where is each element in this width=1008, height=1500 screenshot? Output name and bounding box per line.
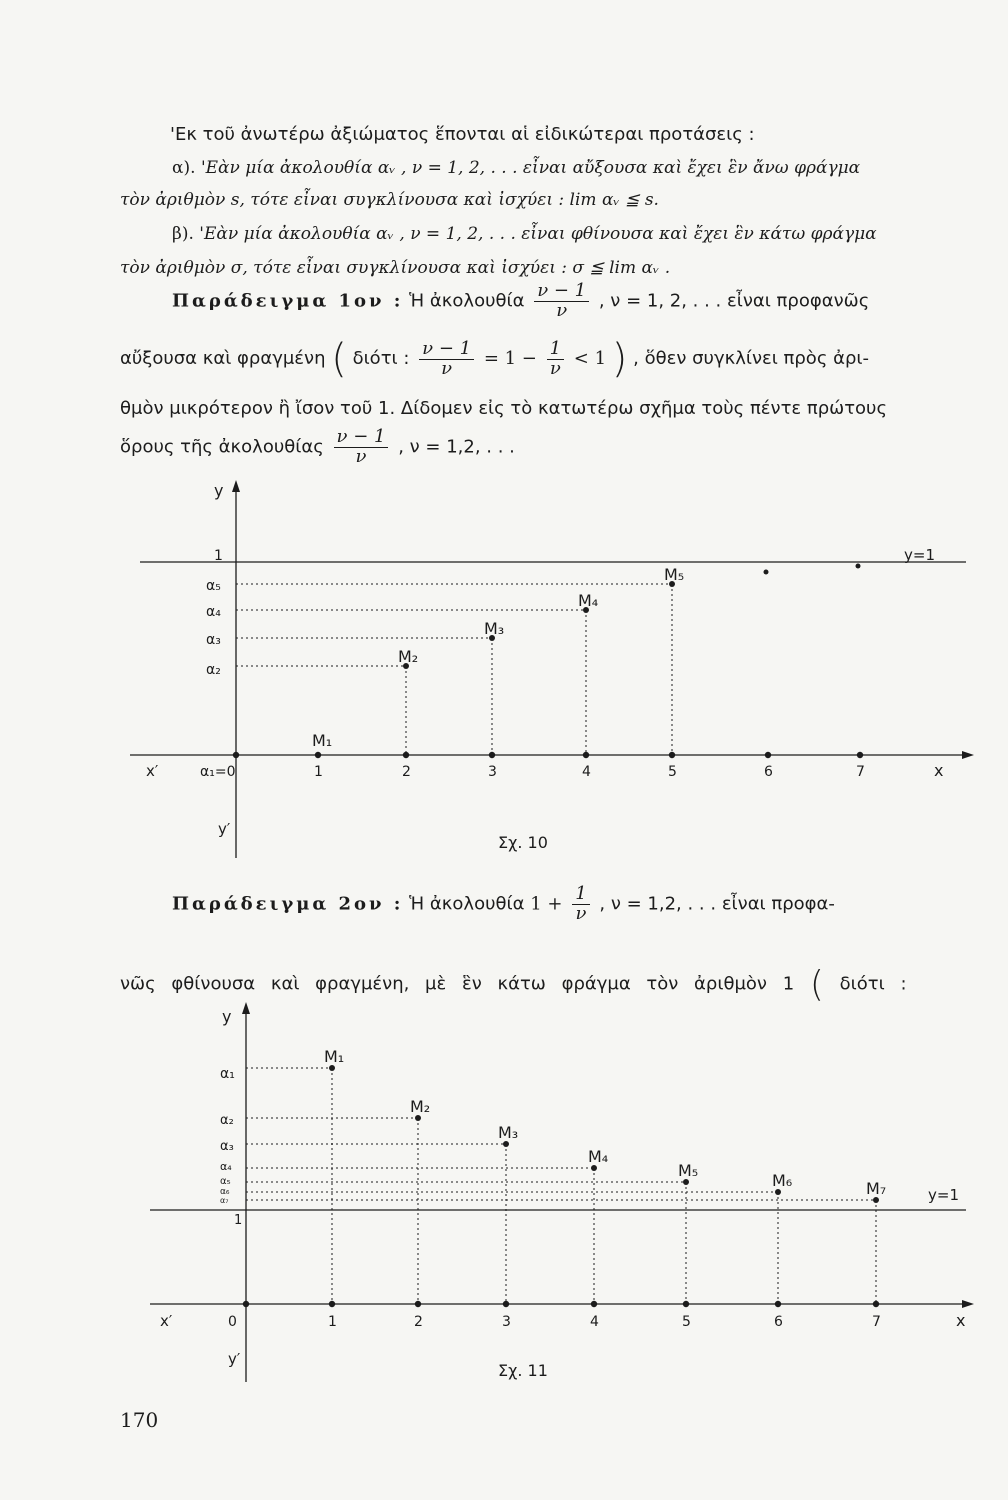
prop-a-marker: α). [172, 158, 196, 178]
fig11-ytick-a4: α₄ [220, 1160, 232, 1173]
ex1-text1: Ἡ ἀκολουθία [409, 290, 525, 312]
ex1-line1 [172, 282, 869, 321]
ex2-text1: Ἡ ἀκολουθία [409, 893, 525, 915]
ex1-fraction-3 [547, 337, 564, 379]
ex2-line2 [120, 964, 907, 1005]
fig10-y-neg-label: y′ [218, 820, 231, 838]
fig10-x-arrow-icon [962, 751, 974, 759]
ex2-fraction [572, 885, 589, 924]
fig10-tick-dot [669, 752, 675, 758]
fig10-y-label: y [214, 481, 224, 500]
ex1-frac-num: ν − 1 [534, 282, 589, 302]
open-paren-icon: ( [331, 336, 347, 382]
prop-b-marker: β). [172, 224, 194, 244]
ex2-text-a: 1 + [530, 893, 563, 915]
fig11-y-arrow-icon [242, 1002, 250, 1014]
fig11-y-neg-label: y′ [228, 1350, 241, 1368]
fig10-xtick-6: 6 [764, 764, 773, 780]
fig10-ytick-a5: α₅ [206, 578, 221, 594]
fig11-tick-dot [329, 1301, 335, 1307]
fig10-tick-dot [765, 752, 771, 758]
fig11-ytick-a7: α₇ [220, 1196, 229, 1205]
fig11-x-arrow-icon [962, 1300, 974, 1308]
fig10-point-label-m1: M₁ [312, 731, 333, 750]
fig10-point-label-m2: M₂ [398, 647, 419, 666]
fig10-point-m6 [764, 570, 769, 575]
fig11-origin-dot [243, 1301, 249, 1307]
ex2-line1 [172, 885, 835, 924]
ex2-heading: Παράδειγμα 2ον : [172, 893, 404, 915]
fig11-xtick-1: 1 [328, 1314, 337, 1330]
fig10-point-m7 [856, 564, 861, 569]
ex2-frac-num: 1 [572, 885, 589, 905]
fig11-ytick-a3: α₃ [220, 1139, 234, 1154]
ex1-frac4-den: ν [355, 445, 367, 467]
fig11-ytick-a5: α₅ [220, 1176, 231, 1187]
fig10-tick-dot [489, 752, 495, 758]
ex2-open-paren-icon: ( [809, 964, 824, 1005]
fig10-origin-dot [233, 752, 239, 758]
ex1-line2-e: , ὅθεν συγκλίνει πρὸς ἀρι- [633, 348, 869, 369]
ex1-line2-b: διότι : [352, 348, 410, 369]
fig10-point-label-m3: M₃ [484, 619, 505, 638]
page-number: 170 [120, 1408, 159, 1432]
fig10-xtick-7: 7 [856, 764, 865, 780]
prop-b-text: 'Εὰν μία ἀκολουθία αᵥ , ν = 1, 2, . . . εἶναι φθίνουσα καὶ ἔχει ἓν κάτω φράγμα [199, 224, 877, 244]
ex1-fraction-4 [334, 428, 389, 467]
prop-a-line1 [172, 158, 860, 178]
ex2-text2: , ν = 1,2, . . . εἶναι προφα- [599, 893, 835, 915]
fig10-point-label-m4: M₄ [578, 591, 599, 610]
fig10-xtick-4: 4 [582, 764, 591, 780]
fig11-xtick-7: 7 [872, 1314, 881, 1330]
fig10-origin-label: α₁=0 [200, 764, 236, 780]
ex2-frac-den: ν [575, 902, 587, 924]
fig11-ytick-1: 1 [234, 1213, 243, 1228]
fig11-origin-label: 0 [228, 1314, 237, 1330]
figure-11 [0, 1000, 1008, 1390]
ex2-line2-a: νῶς φθίνουσα καὶ φραγμένη, μὲ ἓν κάτω φράγμα τὸν ἀριθμὸν 1 [120, 973, 795, 995]
fig11-x-neg-label: x′ [160, 1312, 173, 1330]
ex1-line2-c: = 1 − [483, 348, 537, 369]
fig11-point-label-m7: M₇ [866, 1179, 887, 1198]
ex2-line2-b: διότι : [839, 973, 907, 995]
fig11-tick-dot [415, 1301, 421, 1307]
prop-b-line2: τὸν ἀριθμὸν σ, τότε εἶναι συγκλίνουσα καὶ ἰσχύει : σ ≦ lim αᵥ . [120, 258, 671, 278]
ex1-line3: θμὸν μικρότερον ἢ ἴσον τοῦ 1. Δίδομεν εἰς τὸ κατωτέρω σχῆμα τοὺς πέντε πρώτους [120, 398, 888, 419]
fig10-xtick-3: 3 [488, 764, 497, 780]
fig10-tick-dot [583, 752, 589, 758]
fig10-xtick-1: 1 [314, 764, 323, 780]
ex1-heading: Παράδειγμα 1ον : [172, 290, 404, 312]
fig11-point-label-m4: M₄ [588, 1147, 609, 1166]
fig10-xtick-2: 2 [402, 764, 411, 780]
fig10-tick-dot [403, 752, 409, 758]
fig10-tick-dot [857, 752, 863, 758]
fig11-point-label-m1: M₁ [324, 1047, 345, 1066]
fig11-point-label-m3: M₃ [498, 1123, 519, 1142]
fig10-caption: Σχ. 10 [498, 833, 548, 852]
ex1-frac2-den: ν [441, 357, 453, 379]
prop-a-line2: τὸν ἀριθμὸν s, τότε εἶναι συγκλίνουσα καὶ ἰσχύει : lim αᵥ ≦ s. [120, 190, 659, 210]
ex1-line2 [120, 336, 869, 382]
ex1-line4 [120, 428, 515, 467]
ex1-line4-b: , ν = 1,2, . . . [398, 436, 515, 458]
fig11-asymptote-label: y=1 [928, 1186, 959, 1204]
figure-10 [0, 478, 1008, 868]
fig10-ytick-a3: α₃ [206, 632, 221, 648]
fig10-asymptote-label: y=1 [904, 546, 935, 564]
fig11-tick-dot [591, 1301, 597, 1307]
ex1-frac4-num: ν − 1 [334, 428, 389, 448]
ex1-line2-d: < 1 [573, 348, 607, 369]
fig11-xtick-2: 2 [414, 1314, 423, 1330]
fig10-point-label-m5: M₅ [664, 565, 685, 584]
fig10-ytick-a4: α₄ [206, 604, 221, 620]
fig11-tick-dot [775, 1301, 781, 1307]
fig11-ytick-a2: α₂ [220, 1113, 234, 1128]
fig11-xtick-6: 6 [774, 1314, 783, 1330]
ex1-line4-a: ὅρους τῆς ἀκολουθίας [120, 436, 324, 458]
fig11-ytick-a1: α₁ [220, 1066, 235, 1082]
prop-b-line1 [172, 224, 877, 244]
fig11-tick-dot [683, 1301, 689, 1307]
fig11-ytick-a6: α₆ [220, 1187, 230, 1197]
close-paren-icon: ) [611, 336, 628, 382]
fig11-y-label: y [222, 1007, 232, 1026]
ex1-frac-den: ν [556, 299, 568, 321]
ex1-fraction-2 [419, 337, 474, 379]
ex1-frac3-num: 1 [547, 340, 564, 360]
ex1-fraction [534, 282, 589, 321]
fig10-x-label: x [934, 761, 944, 780]
fig10-xtick-5: 5 [668, 764, 677, 780]
ex1-frac3-den: ν [549, 357, 561, 379]
fig11-xtick-3: 3 [502, 1314, 511, 1330]
fig11-point-label-m5: M₅ [678, 1161, 699, 1180]
fig11-xtick-4: 4 [590, 1314, 599, 1330]
ex1-line2-a: αὔξουσα καὶ φραγμένη [120, 348, 326, 369]
fig10-ytick-a2: α₂ [206, 662, 221, 678]
fig11-tick-dot [873, 1301, 879, 1307]
fig10-x-neg-label: x′ [146, 762, 159, 780]
fig11-caption: Σχ. 11 [498, 1361, 548, 1380]
fig11-tick-dot [503, 1301, 509, 1307]
fig10-ytick-1: 1 [214, 548, 223, 564]
prop-a-text: 'Εὰν μία ἀκολουθία αᵥ , ν = 1, 2, . . . εἶναι αὔξουσα καὶ ἔχει ἓν ἄνω φράγμα [200, 158, 861, 178]
fig11-point-label-m2: M₂ [410, 1097, 431, 1116]
fig11-xtick-5: 5 [682, 1314, 691, 1330]
fig11-point-label-m6: M₆ [772, 1171, 793, 1190]
intro-text: 'Εκ τοῦ ἀνωτέρω ἀξιώματος ἕπονται αἱ εἰδικώτεραι προτάσεις : [170, 124, 755, 145]
fig11-x-label: x [956, 1311, 966, 1330]
ex1-text2: , ν = 1, 2, . . . εἶναι προφανῶς [598, 290, 870, 312]
ex1-frac2-num: ν − 1 [419, 340, 474, 360]
fig10-y-arrow-icon [232, 480, 240, 492]
fig10-tick-dot [315, 752, 321, 758]
